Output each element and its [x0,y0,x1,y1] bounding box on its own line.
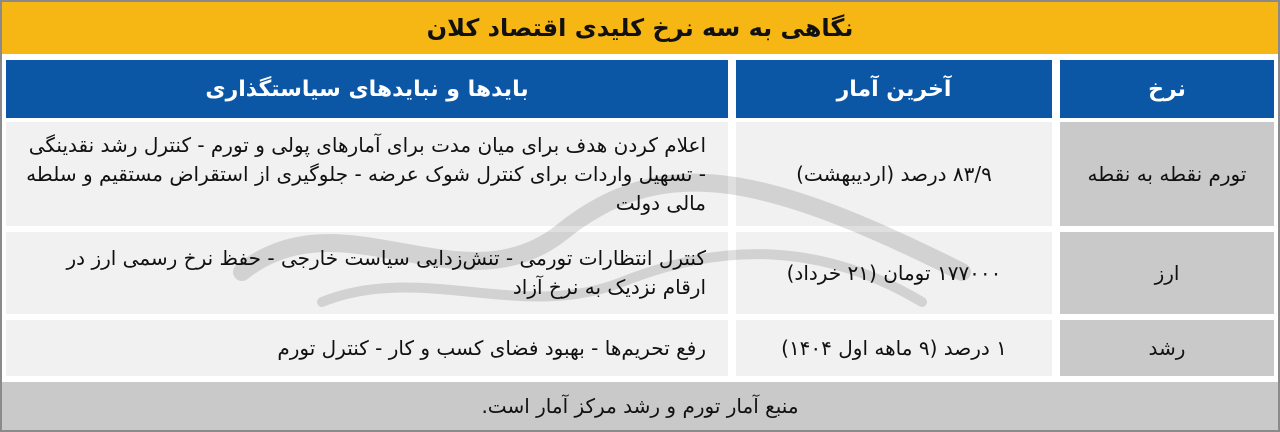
header-policy: بایدها و نبایدهای سیاستگذاری [6,60,728,118]
header-latest-stat: آخرین آمار [736,60,1052,118]
table-row [2,122,1278,228]
table-header-row [2,60,1278,122]
cell-policy: کنترل انتظارات تورمی - تنش‌زدایی سیاست خارجی - حفظ نرخ رسمی ارز در ارقام نزدیک به نرخ آزاد [6,232,728,314]
cell-latest-stat: ۱ درصد (۹ ماهه اول ۱۴۰۴) [736,320,1052,376]
table-row [2,232,1278,316]
cell-latest-stat: ۱۷۷۰۰۰ تومان (۲۱ خرداد) [736,232,1052,314]
header-rate: نرخ [1060,60,1274,118]
cell-policy: اعلام کردن هدف برای میان مدت برای آمارهای پولی و تورم - کنترل رشد نقدینگی - تسهیل واردات برای کنترل شوک عرضه - جلوگیری از استقراض مستقیم و سلطه مالی دولت [6,122,728,226]
cell-rate: رشد [1060,320,1274,376]
cell-policy: رفع تحریم‌ها - بهبود فضای کسب و کار - کنترل تورم [6,320,728,376]
source-note: منبع آمار تورم و رشد مرکز آمار است. [2,382,1278,430]
table-row [2,320,1278,378]
cell-rate: تورم نقطه به نقطه [1060,122,1274,226]
cell-rate: ارز [1060,232,1274,314]
cell-latest-stat: ۸۳/۹ درصد (اردیبهشت) [736,122,1052,226]
page-title: نگاهی به سه نرخ کلیدی اقتصاد کلان [2,2,1278,54]
